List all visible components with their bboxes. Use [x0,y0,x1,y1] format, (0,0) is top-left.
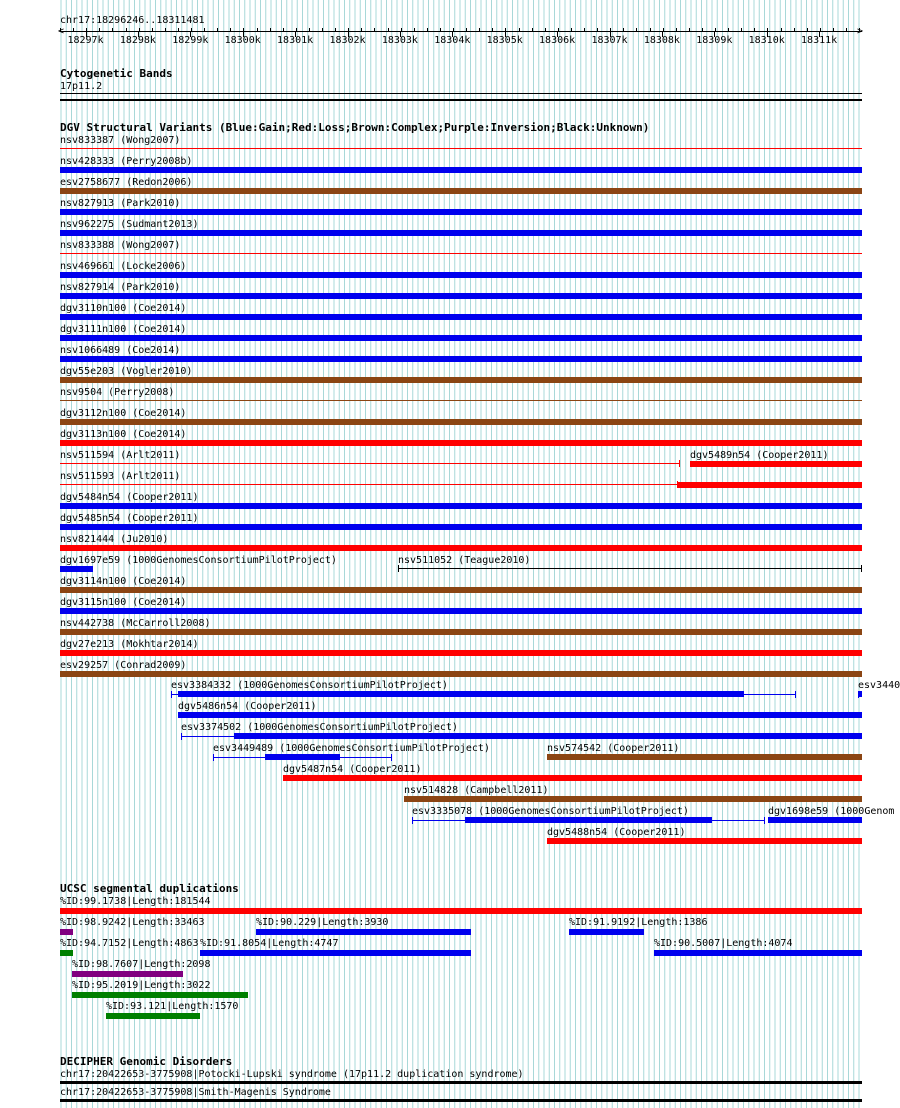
dgv-variant-label[interactable]: esv3440 [858,680,900,691]
segdup-feature-label[interactable]: %ID:93.121|Length:1570 [106,1001,239,1012]
dgv-variant-label[interactable]: dgv3115n100 (Coe2014) [60,597,187,608]
ruler-minor-tick [715,28,716,31]
ruler-minor-tick [623,28,624,31]
dgv-variant-bar[interactable] [690,461,862,467]
ruler-minor-tick [99,28,100,31]
ruler-minor-tick [663,28,664,31]
ruler-tick-label: 18297k [67,35,104,46]
cytoband-track-line [60,99,862,101]
dgv-variant-bar[interactable] [60,209,862,215]
dgv-variant-label[interactable]: nsv514828 (Campbell2011) [404,785,549,796]
ruler-left-arrow-icon: < [58,26,65,37]
ruler-minor-tick [296,28,297,31]
ruler-minor-tick [204,28,205,31]
segdup-feature-bar[interactable] [60,950,73,956]
decipher-feature-bar[interactable] [60,1099,862,1102]
dgv-variant-bar[interactable] [60,463,680,464]
dgv-variant-label[interactable]: dgv3112n100 (Coe2014) [60,408,187,419]
ruler-minor-tick [86,28,87,31]
ruler-minor-tick [571,28,572,31]
ruler-minor-tick [283,28,284,31]
dgv-variant-label[interactable]: nsv511052 (Teague2010) [398,555,531,566]
ruler-minor-tick [558,28,559,31]
dgv-variant-bar[interactable] [178,691,744,697]
dgv-variant-label[interactable]: dgv3113n100 (Coe2014) [60,429,187,440]
ruler-tick-label: 18302k [329,35,366,46]
dgv-variant-bar[interactable] [60,400,862,401]
dgv-variant-label[interactable]: nsv1066489 (Coe2014) [60,345,181,356]
dgv-variant-bar[interactable] [60,293,862,299]
ruler-tick-label: 18310k [748,35,785,46]
dgv-title: DGV Structural Variants (Blue:Gain;Red:Loss;Brown:Complex;Purple:Inversion;Black:Unknown) [60,121,650,134]
ruler-minor-tick [728,28,729,31]
dgv-variant-label[interactable]: nsv428333 (Perry2008b) [60,156,193,167]
cytobands-title: Cytogenetic Bands [60,67,173,80]
ruler-minor-tick [270,28,271,31]
ruler-minor-tick [440,28,441,31]
dgv-variant-label[interactable]: nsv833388 (Wong2007) [60,240,181,251]
dgv-variant-bar[interactable] [60,148,862,149]
ruler-minor-tick [309,28,310,31]
ruler-minor-tick [702,28,703,31]
dgv-variant-end-cap [398,565,399,572]
decipher-feature-label[interactable]: chr17:20422653-3775908|Potocki-Lupski syndrome (17p11.2 duplication syndrome) [60,1069,524,1080]
dgv-variant-label[interactable]: dgv5484n54 (Cooper2011) [60,492,199,503]
dgv-variant-end-cap [213,754,214,761]
dgv-variant-label[interactable]: dgv55e203 (Vogler2010) [60,366,193,377]
ruler-minor-tick [794,28,795,31]
dgv-variant-bar[interactable] [283,775,862,781]
ruler-minor-tick [676,28,677,31]
cytoband-track-line [60,93,862,94]
dgv-variant-label[interactable]: esv3449489 (1000GenomesConsortiumPilotProject) [213,743,490,754]
segdup-feature-bar[interactable] [106,1013,200,1019]
dgv-variant-label[interactable]: nsv469661 (Locke2006) [60,261,187,272]
ruler-minor-tick [597,28,598,31]
dgv-variant-end-cap [412,817,413,824]
dgv-variant-bar[interactable] [60,587,862,593]
dgv-variant-label[interactable]: dgv1698e59 (1000Genom [768,806,895,817]
segdup-feature-bar[interactable] [569,929,644,935]
ruler-minor-tick [191,28,192,31]
dgv-variant-end-cap [171,691,172,698]
dgv-variant-bar[interactable] [60,356,862,362]
segdup-title: UCSC segmental duplications [60,882,239,895]
ruler-minor-tick [217,28,218,31]
ruler-axis [60,31,862,32]
dgv-variant-bar[interactable] [60,188,862,194]
ruler-minor-tick [584,28,585,31]
dgv-variant-bar[interactable] [547,754,862,760]
dgv-variant-bar[interactable] [60,314,862,320]
dgv-variant-bar[interactable] [234,733,862,739]
dgv-variant-end-cap [679,460,680,467]
dgv-variant-bar[interactable] [60,167,862,173]
ruler-tick-label: 18300k [224,35,261,46]
ruler-minor-tick [427,28,428,31]
ruler-minor-tick [152,28,153,31]
segdup-feature-label[interactable]: %ID:98.9242|Length:33463 [60,917,205,928]
dgv-variant-label[interactable]: esv2758677 (Redon2006) [60,177,193,188]
dgv-variant-label[interactable]: dgv3110n100 (Coe2014) [60,303,187,314]
ruler-tick-label: 18308k [643,35,680,46]
ruler-minor-tick [401,28,402,31]
ruler-minor-tick [610,28,611,31]
segdup-feature-label[interactable]: %ID:95.2019|Length:3022 [72,980,211,991]
dgv-variant-label[interactable]: dgv27e213 (Mokhtar2014) [60,639,199,650]
ruler-tick-label: 18305k [486,35,523,46]
dgv-variant-bar[interactable] [60,650,862,656]
dgv-variant-bar[interactable] [60,608,862,614]
ruler-minor-tick [414,28,415,31]
ruler-right-arrow-icon: > [857,26,864,37]
dgv-variant-label[interactable]: nsv962275 (Sudmant2013) [60,219,199,230]
dgv-variant-end-cap [181,733,182,740]
ruler-tick-label: 18299k [172,35,209,46]
dgv-variant-label[interactable]: nsv442738 (McCarroll2008) [60,618,211,629]
dgv-variant-bar[interactable] [60,671,862,677]
ruler-minor-tick [820,28,821,31]
ruler-minor-tick [689,28,690,31]
dgv-variant-label[interactable]: nsv511594 (Arlt2011) [60,450,181,461]
dgv-variant-end-cap [764,817,765,824]
dgv-variant-bar[interactable] [60,419,862,425]
dgv-variant-label[interactable]: nsv827914 (Park2010) [60,282,181,293]
ruler-minor-tick [361,28,362,31]
ruler-tick-label: 18301k [277,35,314,46]
dgv-variant-bar[interactable] [60,545,862,551]
ruler-minor-tick [545,28,546,31]
ruler-minor-tick [466,28,467,31]
ruler-minor-tick [781,28,782,31]
segdup-feature-bar[interactable] [72,992,248,998]
ruler-minor-tick [479,28,480,31]
dgv-variant-label[interactable]: nsv9504 (Perry2008) [60,387,175,398]
ruler-minor-tick [126,28,127,31]
dgv-variant-label[interactable]: esv29257 (Conrad2009) [60,660,187,671]
dgv-variant-label[interactable]: nsv511593 (Arlt2011) [60,471,181,482]
dgv-variant-label[interactable]: dgv3114n100 (Coe2014) [60,576,187,587]
ruler-minor-tick [505,28,506,31]
dgv-variant-bar[interactable] [60,377,862,383]
dgv-variant-label[interactable]: dgv5486n54 (Cooper2011) [178,701,317,712]
dgv-variant-label[interactable]: nsv833387 (Wong2007) [60,135,181,146]
segdup-feature-bar[interactable] [654,950,862,956]
segdup-feature-bar[interactable] [60,929,73,935]
dgv-variant-bar[interactable] [398,568,862,569]
dgv-variant-label[interactable]: dgv5485n54 (Cooper2011) [60,513,199,524]
dgv-variant-bar[interactable] [404,796,862,802]
segdup-feature-bar[interactable] [60,908,862,914]
ruler-minor-tick [650,28,651,31]
ruler-minor-tick [178,28,179,31]
dgv-variant-bar[interactable] [465,817,712,823]
ruler-minor-tick [139,28,140,31]
ruler-minor-tick [112,28,113,31]
ruler-tick-label: 18309k [696,35,733,46]
dgv-variant-label[interactable]: esv3384332 (1000GenomesConsortiumPilotProject) [171,680,448,691]
dgv-variant-bar[interactable] [178,712,862,718]
dgv-variant-bar[interactable] [60,230,862,236]
ruler-tick-label: 18298k [119,35,156,46]
segdup-feature-bar[interactable] [256,929,471,935]
ruler-tick-label: 18304k [434,35,471,46]
segdup-feature-label[interactable]: %ID:99.1738|Length:181544 [60,896,211,907]
ruler-minor-tick [846,28,847,31]
ruler-minor-tick [348,28,349,31]
dgv-variant-bar[interactable] [60,253,862,254]
ruler-minor-tick [492,28,493,31]
ruler-minor-tick [257,28,258,31]
ruler-minor-tick [833,28,834,31]
dgv-variant-label[interactable]: dgv1697e59 (1000GenomesConsortiumPilotProject) [60,555,337,566]
segdup-feature-label[interactable]: %ID:94.7152|Length:4863 [60,938,199,949]
segdup-feature-label[interactable]: %ID:90.5007|Length:4074 [654,938,793,949]
dgv-variant-label[interactable]: dgv5487n54 (Cooper2011) [283,764,422,775]
segdup-feature-bar[interactable] [72,971,183,977]
dgv-variant-bar[interactable] [60,484,678,485]
dgv-variant-bar[interactable] [858,691,862,697]
dgv-variant-label[interactable]: esv3335078 (1000GenomesConsortiumPilotProject) [412,806,689,817]
dgv-variant-end-cap [391,754,392,761]
dgv-variant-label[interactable]: nsv827913 (Park2010) [60,198,181,209]
ruler-tick-label: 18303k [381,35,418,46]
decipher-title: DECIPHER Genomic Disorders [60,1055,233,1068]
segdup-feature-bar[interactable] [200,950,471,956]
dgv-variant-label[interactable]: nsv821444 (Ju2010) [60,534,169,545]
cytoband-label[interactable]: 17p11.2 [60,81,103,92]
decipher-feature-bar[interactable] [60,1081,862,1084]
segdup-feature-label[interactable]: %ID:91.8054|Length:4747 [200,938,339,949]
ruler-minor-tick [374,28,375,31]
ruler-minor-tick [230,28,231,31]
ruler-minor-tick [322,28,323,31]
ruler-minor-tick [165,28,166,31]
ruler-minor-tick [335,28,336,31]
decipher-feature-label[interactable]: chr17:20422653-3775908|Smith-Magenis Syndrome [60,1087,331,1098]
ruler-minor-tick [741,28,742,31]
dgv-variant-bar[interactable] [547,838,862,844]
segdup-feature-label[interactable]: %ID:98.7607|Length:2098 [72,959,211,970]
dgv-variant-end-cap [795,691,796,698]
ruler-minor-tick [532,28,533,31]
ruler-tick-label: 18311k [801,35,838,46]
ruler-minor-tick [388,28,389,31]
dgv-variant-label[interactable]: dgv5488n54 (Cooper2011) [547,827,686,838]
dgv-variant-bar[interactable] [265,754,340,760]
ruler-minor-tick [767,28,768,31]
segdup-feature-label[interactable]: %ID:91.9192|Length:1386 [569,917,708,928]
ruler-minor-tick [243,28,244,31]
dgv-variant-bar[interactable] [60,524,862,530]
dgv-variant-bar[interactable] [60,440,862,446]
dgv-variant-bar[interactable] [678,482,862,488]
ruler-tick-label: 18307k [591,35,628,46]
ruler-minor-tick [519,28,520,31]
ruler-minor-tick [73,28,74,31]
dgv-variant-bar[interactable] [60,335,862,341]
dgv-variant-bar[interactable] [60,629,862,635]
ruler-range-label: chr17:18296246..18311481 [60,15,205,26]
dgv-variant-label[interactable]: dgv5489n54 (Cooper2011) [690,450,829,461]
ruler-minor-tick [807,28,808,31]
dgv-variant-label[interactable]: dgv3111n100 (Coe2014) [60,324,187,335]
dgv-variant-bar[interactable] [768,817,862,823]
segdup-feature-label[interactable]: %ID:90.229|Length:3930 [256,917,389,928]
dgv-variant-bar[interactable] [60,503,862,509]
ruler-tick-label: 18306k [539,35,576,46]
ruler-minor-tick [754,28,755,31]
ruler-minor-tick [453,28,454,31]
ruler-minor-tick [636,28,637,31]
dgv-variant-bar[interactable] [60,566,93,572]
dgv-variant-bar[interactable] [60,272,862,278]
dgv-variant-label[interactable]: esv3374502 (1000GenomesConsortiumPilotProject) [181,722,458,733]
dgv-variant-label[interactable]: nsv574542 (Cooper2011) [547,743,680,754]
dgv-variant-end-cap [861,565,862,572]
